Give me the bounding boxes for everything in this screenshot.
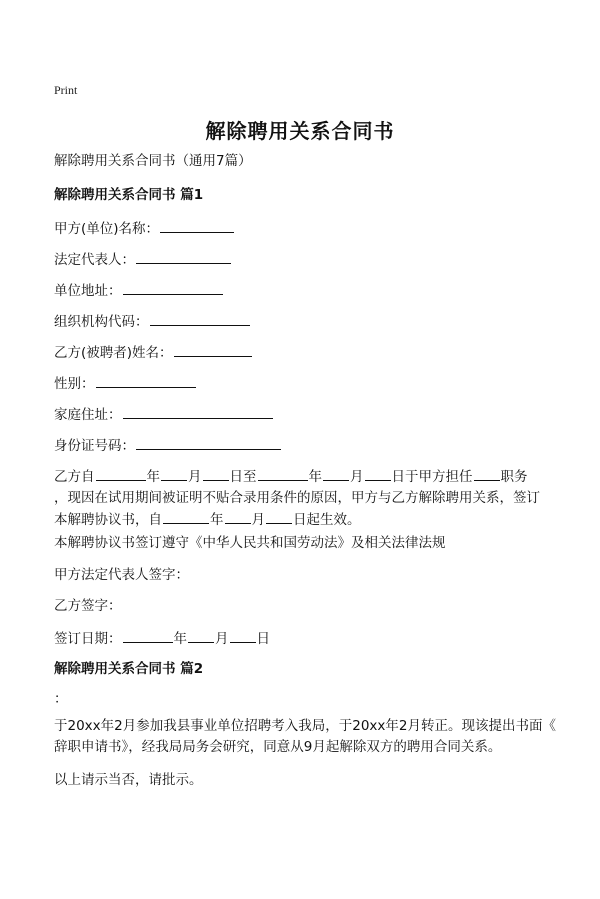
blank-line — [188, 628, 214, 643]
blank-line — [161, 466, 187, 481]
blank-line — [230, 628, 256, 643]
paragraph-line-3 — [54, 509, 554, 531]
paragraph-line-2: 辞职申请书》，经我局局务会研究，同意从9月起解除双方的聘用合同关系。 — [54, 739, 502, 755]
text-fragment: 年 — [308, 469, 322, 485]
paragraph-line-2: ，现因在试用期间被证明不贴合录用条件的原因，甲方与乙方解除聘用关系，签订 — [54, 490, 540, 506]
blank-line — [266, 509, 292, 524]
field-gender — [54, 373, 197, 393]
text-fragment: 本解聘协议书，自 — [54, 512, 162, 528]
section-1-heading: 解除聘用关系合同书 篇1 — [54, 187, 204, 203]
resignation-paragraph — [54, 716, 554, 758]
field-label: 家庭住址： — [54, 407, 122, 423]
date-month: 月 — [215, 631, 229, 647]
text-fragment: 日于甲方担任 — [391, 469, 473, 485]
blank-line — [123, 280, 223, 295]
text-fragment: 月 — [251, 512, 265, 528]
text-fragment: 乙方自 — [54, 469, 95, 485]
document-subtitle: 解除聘用关系合同书（通用7篇） — [54, 153, 252, 169]
field-organization-code — [54, 311, 251, 331]
blank-line — [323, 466, 349, 481]
blank-line — [474, 466, 500, 481]
field-unit-address — [54, 280, 224, 300]
blank-line — [123, 628, 173, 643]
text-fragment: 日起生效。 — [293, 512, 361, 528]
party-a-signature-line: 甲方法定代表人签字： — [54, 567, 189, 583]
paragraph-line-1: 于20xx年2月参加我县事业单位招聘考入我局，于20xx年2月转正。现该提出书面《 — [54, 718, 556, 734]
blank-line — [174, 342, 252, 357]
party-b-signature-line: 乙方签字： — [54, 598, 122, 614]
text-fragment: 月 — [188, 469, 202, 485]
field-home-address — [54, 404, 274, 424]
document-title: 解除聘用关系合同书 — [205, 119, 395, 143]
signing-date-line — [54, 628, 270, 648]
date-label: 签订日期： — [54, 631, 122, 647]
blank-line — [365, 466, 391, 481]
field-label: 性别： — [54, 376, 95, 392]
text-fragment: 年 — [210, 512, 224, 528]
field-legal-representative — [54, 249, 232, 269]
blank-line — [163, 509, 209, 524]
field-party-b-name — [54, 342, 253, 362]
text-fragment: 日至 — [229, 469, 257, 485]
date-year: 年 — [173, 631, 187, 647]
blank-line — [136, 435, 281, 450]
blank-line — [203, 466, 229, 481]
field-label: 组织机构代码： — [54, 314, 149, 330]
law-compliance-line: 本解聘协议书签订遵守《中华人民共和国劳动法》及相关法律法规 — [54, 535, 446, 551]
blank-line — [136, 249, 231, 264]
text-fragment: 职务 — [500, 469, 528, 485]
field-label: 单位地址： — [54, 283, 122, 299]
print-label[interactable]: Print — [54, 83, 78, 97]
blank-line — [96, 466, 146, 481]
blank-line — [160, 218, 234, 233]
blank-line — [225, 509, 251, 524]
field-party-a-name — [54, 218, 235, 238]
field-label: 乙方(被聘者)姓名： — [54, 345, 173, 361]
blank-line — [258, 466, 308, 481]
section-2-heading: 解除聘用关系合同书 篇2 — [54, 661, 204, 677]
date-day: 日 — [256, 631, 270, 647]
paragraph-line-1 — [54, 466, 554, 488]
blank-line — [150, 311, 250, 326]
field-id-number — [54, 435, 282, 455]
field-label: 甲方(单位)名称： — [54, 221, 160, 237]
field-label: 身份证号码： — [54, 438, 135, 454]
colon-line: ： — [54, 691, 68, 707]
text-fragment: 月 — [350, 469, 364, 485]
blank-line — [96, 373, 196, 388]
closing-line: 以上请示当否，请批示。 — [54, 772, 203, 788]
blank-line — [123, 404, 273, 419]
field-label: 法定代表人： — [54, 252, 135, 268]
text-fragment: 年 — [146, 469, 160, 485]
termination-paragraph — [54, 466, 554, 531]
